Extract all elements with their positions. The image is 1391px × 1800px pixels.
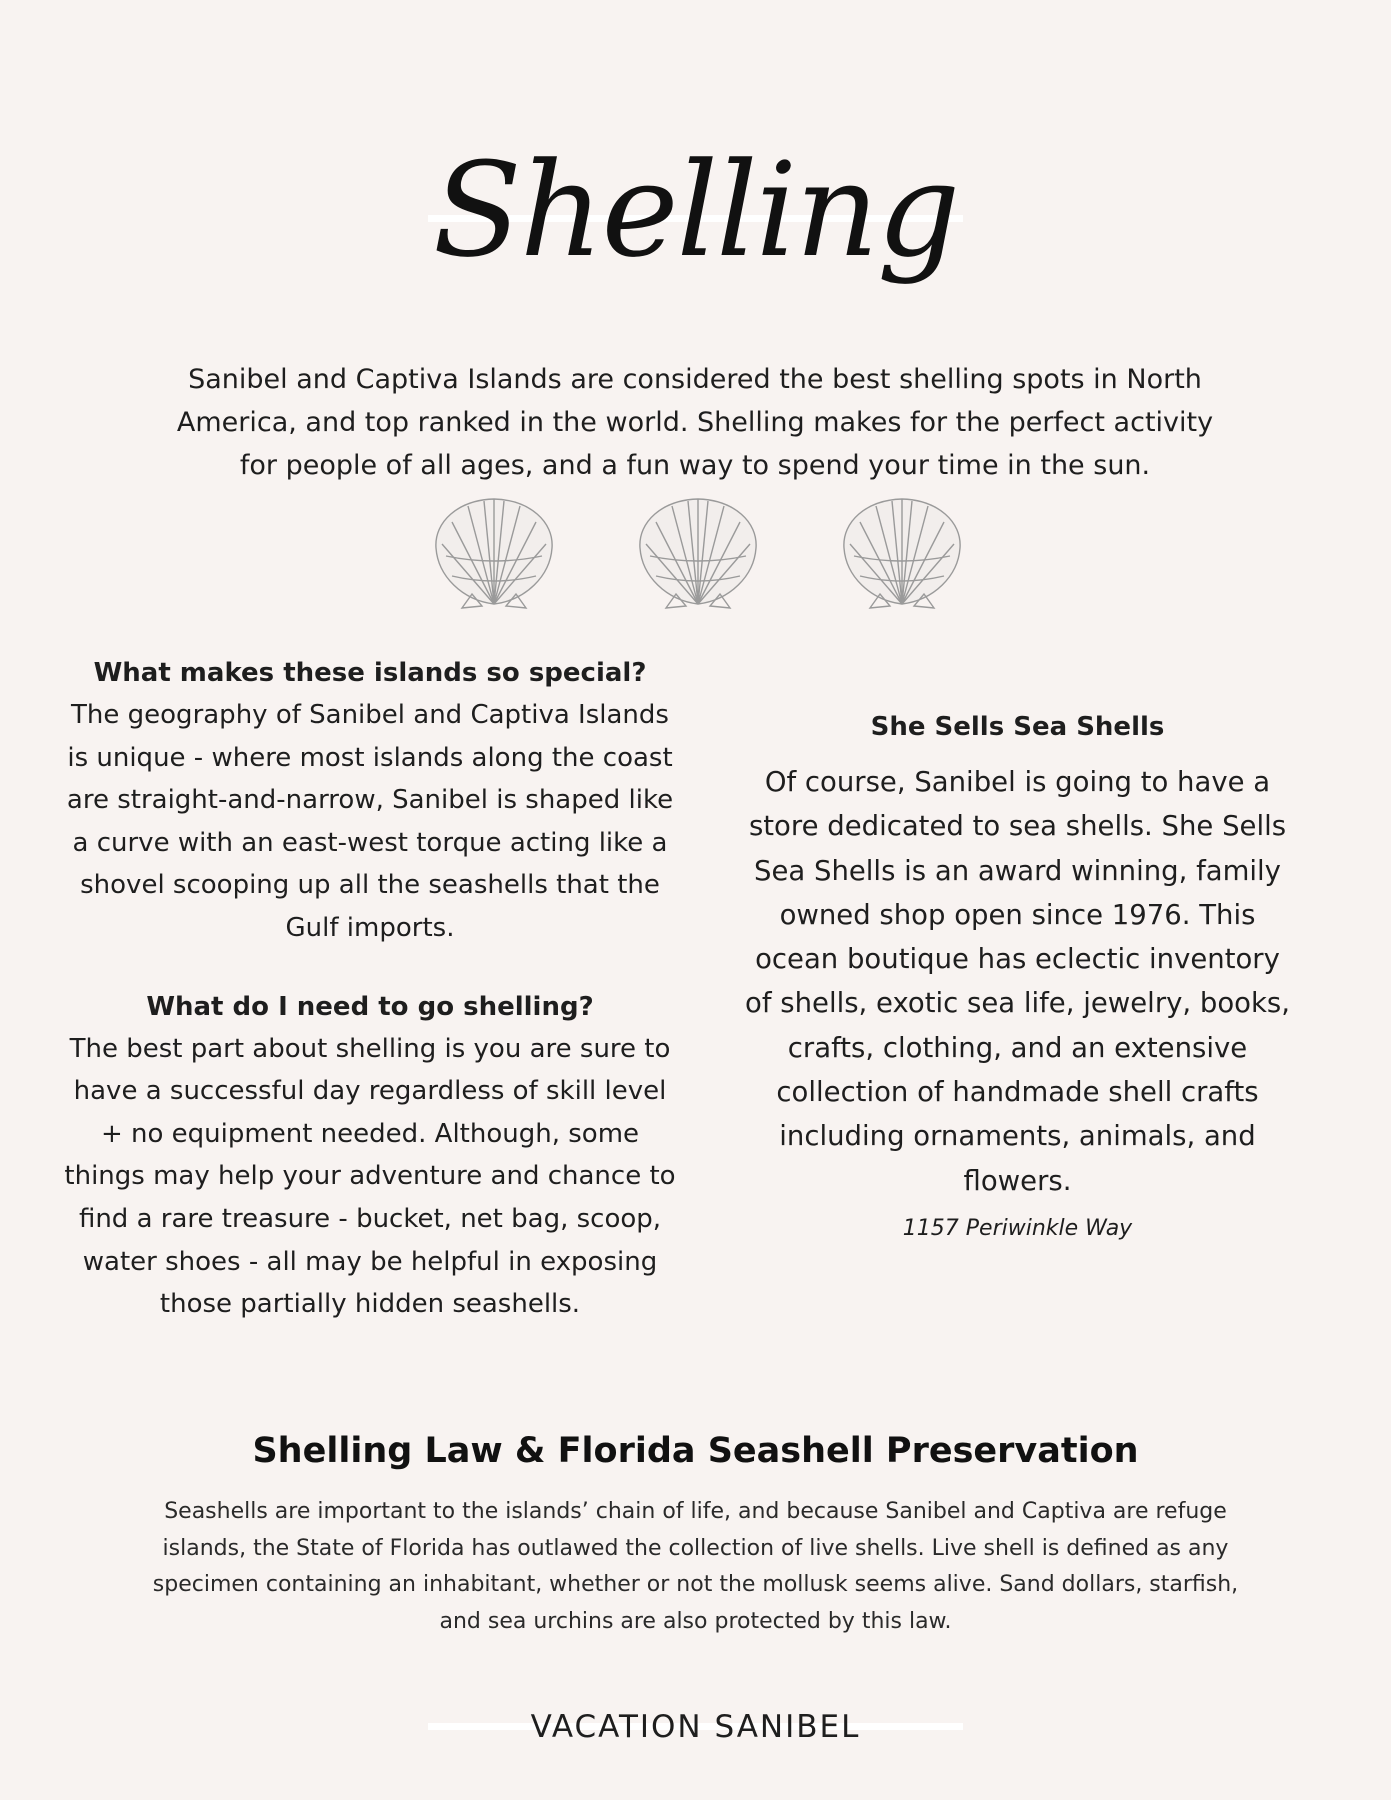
shell-decoration-row: [0, 496, 1391, 611]
shop-body: Of course, Sanibel is going to have a store dedicated to sea shells. She Sells Sea Shells is an award winning, family owned shop open since 1976. This ocean boutique has eclectic inventory of shells, exotic sea life, jewelry, books, crafts, clothing, and an extensive collection of handmade shell crafts including ornaments, animals, and flowers.: [745, 766, 1290, 1197]
shelling-needs-body: The best part about shelling is you are sure to have a successful day regardless of skill level + no equipment needed. Although, some things may help your adventure and chance to find a rare treasure - bucket, net bag, scoop, water shoes - all may be helpful in exposing those partially hidden seashells.: [64, 1033, 676, 1320]
section-spacer: [60, 950, 680, 986]
law-body: Seashells are important to the islands’ chain of life, and because Sanibel and Captiva are refuge islands, the State of Florida has outlawed the collection of live shells. Live shell is defined as any specimen containing an inhabitant, whether or not the mollusk seems alive. Sand dollars, starfish, and sea urchins are also protected by this law.: [152, 1499, 1239, 1634]
left-column: [60, 652, 680, 1326]
title-block: [0, 120, 1391, 320]
footer-brand-text: VACATION SANIBEL: [530, 1709, 861, 1745]
shop-heading: She Sells Sea Shells: [870, 712, 1165, 742]
scallop-shell-icon: [432, 496, 556, 611]
right-column: [745, 706, 1290, 1247]
shop-address: 1157 Periwinkle Way: [902, 1215, 1133, 1241]
shelling-needs-heading: What do I need to go shelling?: [146, 991, 594, 1022]
special-islands-heading: What makes these islands so special?: [93, 658, 647, 688]
scallop-shell-icon: [636, 496, 760, 611]
scallop-shell-icon: [840, 496, 964, 611]
page-title: Shelling: [432, 134, 959, 286]
law-heading: Shelling Law & Florida Seashell Preservation: [252, 1431, 1139, 1471]
footer-brand: [0, 1706, 1391, 1748]
special-islands-body: The geography of Sanibel and Captiva Islands is unique - where most islands along the coast are straight-and-narrow, Sanibel is shaped like a curve with an east-west torque acting like a shovel scooping up all the seashells that the Gulf imports.: [66, 700, 674, 943]
intro-paragraph: Sanibel and Captiva Islands are considered the best shelling spots in North America, and top ranked in the world. Shelling makes for the perfect activity for people of all ages, and a fun way to spend your time in the sun.: [176, 364, 1214, 481]
